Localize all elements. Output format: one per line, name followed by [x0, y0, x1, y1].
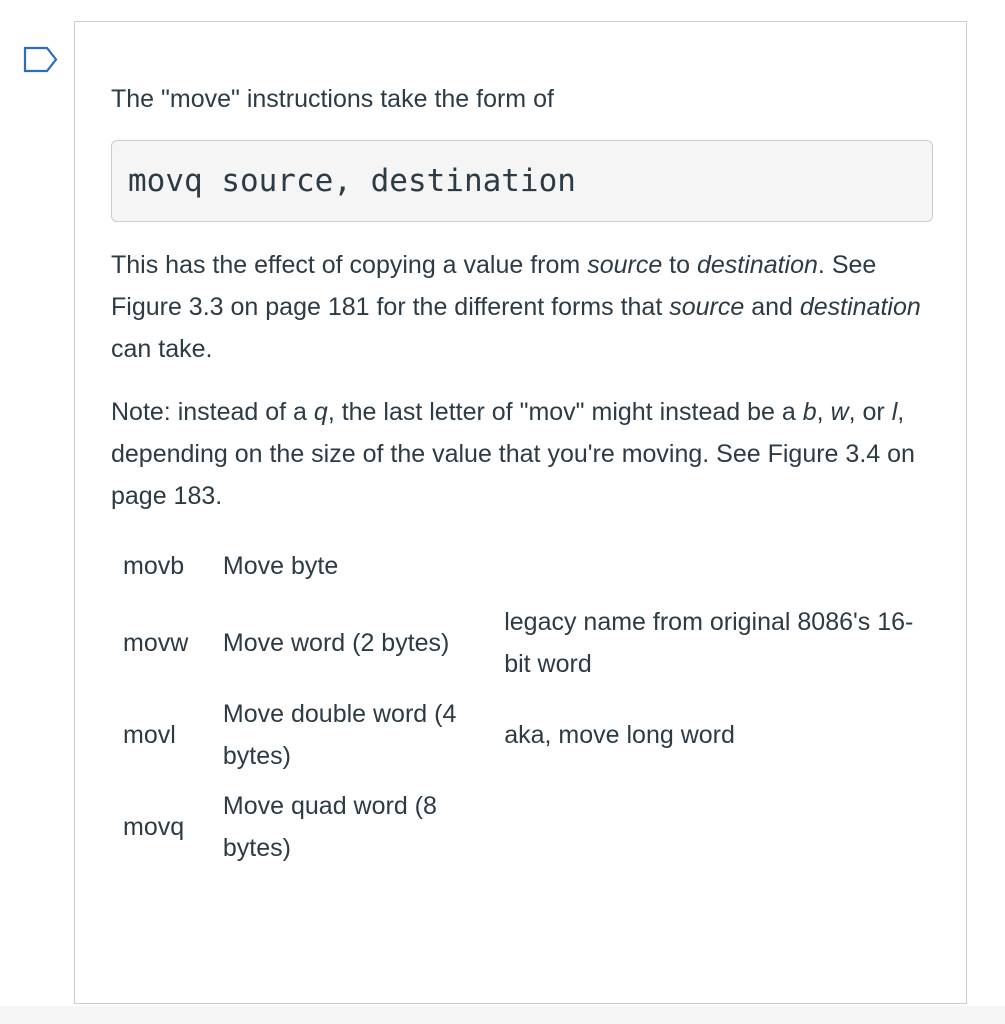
- effect-text-3: . See Figure 3.3 on page 181 for the different forms that: [111, 251, 877, 321]
- desc-cell: Move quad word (8 bytes): [222, 792, 437, 862]
- note-paragraph: [111, 391, 933, 517]
- note-text-5: , depending on the size of the value that you're moving. See Figure 3.4 on page 183.: [111, 398, 915, 510]
- instr-cell: movl: [123, 721, 176, 749]
- effect-source-1: source: [587, 251, 663, 279]
- mov-instructions-table: [111, 545, 933, 869]
- instr-cell: movw: [123, 629, 189, 657]
- note-q: q: [313, 398, 328, 426]
- table-row: [111, 601, 933, 693]
- effect-text-4: and: [744, 293, 800, 321]
- table-row: [111, 785, 933, 869]
- desc-cell: Move double word (4 bytes): [222, 700, 457, 770]
- flag-question-icon[interactable]: [22, 45, 60, 75]
- effect-text-5: can take.: [111, 335, 213, 363]
- intro-text: The "move" instructions take the form of: [111, 85, 554, 113]
- comment-cell: legacy name from original 8086's 16-bit word: [504, 608, 914, 678]
- desc-cell: Move byte: [222, 552, 339, 580]
- note-text-1: Note: instead of a: [111, 398, 314, 426]
- table-row: [111, 693, 933, 785]
- effect-paragraph: [111, 244, 933, 370]
- code-block: [111, 140, 933, 222]
- table-row: [111, 545, 933, 601]
- comment-cell: aka, move long word: [504, 721, 735, 749]
- effect-text-1: This has the effect of copying a value from: [111, 251, 588, 279]
- comment-cell: [492, 545, 933, 601]
- effect-text-2: to: [662, 251, 697, 279]
- effect-dest-1: destination: [696, 251, 818, 279]
- question-panel: [74, 21, 967, 1004]
- instr-cell: movb: [123, 552, 185, 580]
- note-l: l: [891, 398, 898, 426]
- note-text-3: ,: [816, 398, 831, 426]
- question-content: [111, 78, 933, 869]
- code-text: movq source, destination: [128, 163, 576, 199]
- effect-source-2: source: [669, 293, 745, 321]
- note-w: w: [830, 398, 849, 426]
- note-text-4: , or: [848, 398, 892, 426]
- note-text-2: , the last letter of "mov" might instead be a: [327, 398, 803, 426]
- desc-cell: Move word (2 bytes): [222, 629, 450, 657]
- effect-dest-2: destination: [799, 293, 921, 321]
- note-b: b: [802, 398, 817, 426]
- instr-cell: movq: [123, 813, 185, 841]
- bottom-strip: [0, 1006, 1005, 1024]
- comment-cell: [492, 785, 933, 869]
